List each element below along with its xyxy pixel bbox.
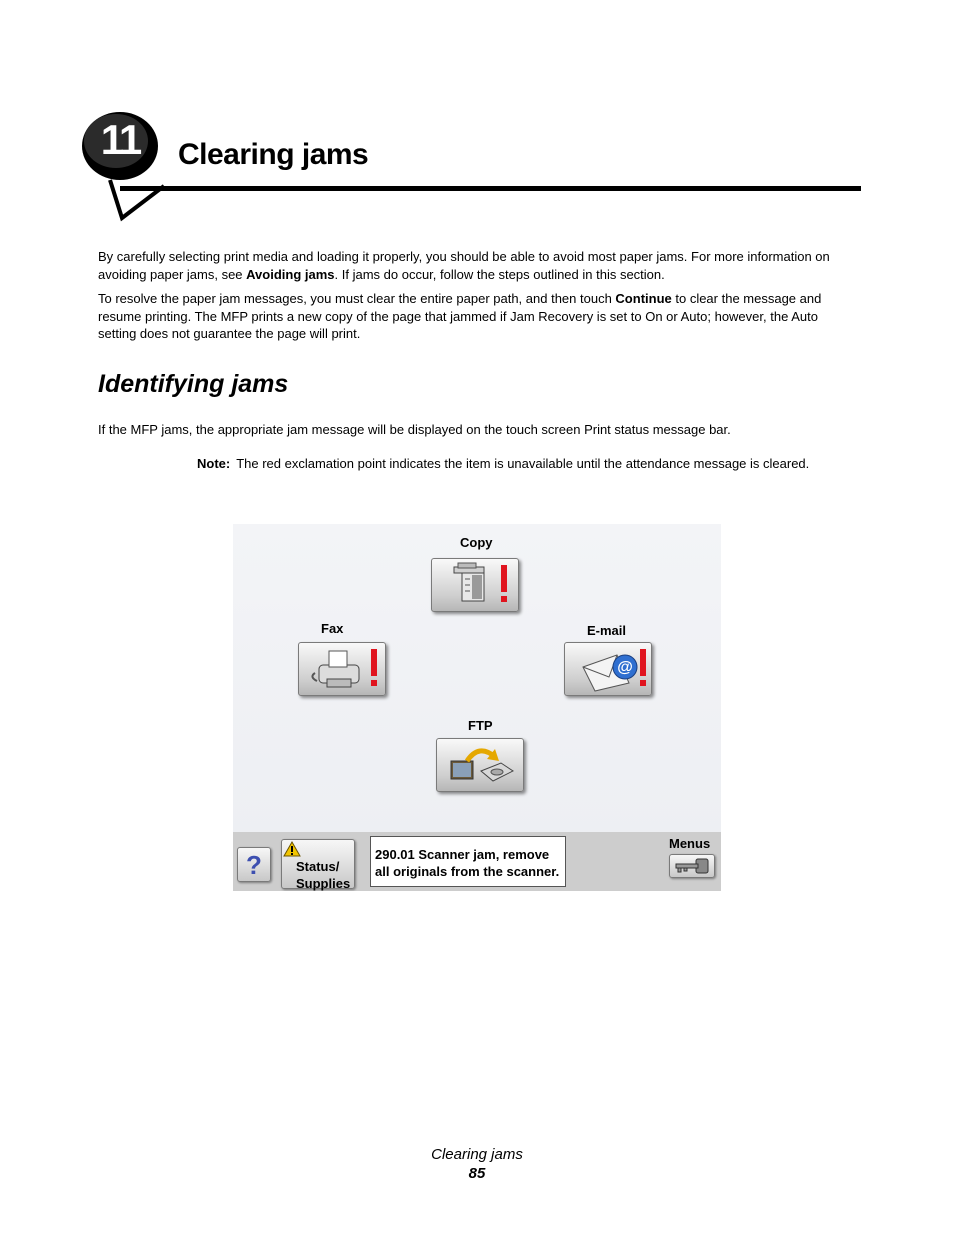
menus-label: Menus	[669, 836, 711, 851]
text-run: . If jams do occur, follow the steps outlined in this section.	[334, 266, 665, 282]
email-button[interactable]	[564, 642, 652, 696]
alert-exclamation-icon	[432, 559, 518, 611]
email-label: E-mail	[587, 623, 627, 638]
status-supplies-label	[296, 858, 350, 891]
note-label: Note:	[197, 456, 231, 471]
status-supplies-button[interactable]	[281, 839, 355, 889]
note	[197, 456, 809, 471]
chapter-tick-mark	[108, 178, 168, 222]
footer-title: Clearing jams	[431, 1146, 523, 1163]
text-run: By carefully selecting print media and loading it properly, you should be able to avoid most paper jams. For more information on avoiding paper jams, see	[98, 249, 830, 282]
chapter-number-badge	[80, 108, 160, 188]
svg-text:@: @	[617, 659, 633, 676]
note-text: The red exclamation point indicates the item is unavailable until the attendance message is cleared.	[236, 456, 810, 471]
alert-exclamation-icon	[565, 643, 651, 695]
text-run: To resolve the paper jam messages, you must clear the entire paper path, and then touch	[98, 291, 616, 306]
status-label-line: Status/	[296, 859, 340, 874]
chapter-rule	[120, 186, 861, 191]
ftp-icon	[437, 739, 523, 791]
help-button[interactable]	[237, 847, 271, 882]
svg-text:?: ?	[246, 850, 262, 880]
section-title: Identifying jams	[98, 370, 289, 398]
alert-exclamation-icon	[299, 643, 385, 695]
status-message-bar	[233, 832, 721, 891]
jam-message-line: all originals from the scanner.	[375, 864, 560, 879]
warning-icon	[283, 841, 301, 857]
section-paragraph: If the MFP jams, the appropriate jam message will be displayed on the touch screen Print status message bar.	[98, 422, 731, 437]
avoiding-jams-link[interactable]: Avoiding jams	[246, 266, 335, 282]
chapter-title: Clearing jams	[178, 138, 369, 171]
text-run: to clear the message and resume printing. The MFP prints a new copy of the page that jammed if Jam Recovery is set to On or Auto; however, the Auto setting does not guarantee the page will print.	[98, 291, 822, 341]
ftp-label: FTP	[468, 718, 493, 733]
key-icon	[670, 855, 714, 877]
fax-label: Fax	[321, 621, 344, 636]
fax-button[interactable]	[298, 642, 386, 696]
copy-label: Copy	[460, 535, 493, 550]
supplies-label-line: Supplies	[296, 876, 351, 891]
question-mark-icon	[238, 848, 270, 881]
intro-paragraph-1	[98, 248, 858, 283]
copy-button[interactable]	[431, 558, 519, 612]
menus-button[interactable]	[669, 854, 715, 878]
page-number: 85	[468, 1165, 486, 1182]
ftp-button[interactable]	[436, 738, 524, 792]
chapter-number: 11	[100, 116, 140, 163]
intro-paragraph-2	[98, 290, 858, 343]
touch-screen-home	[233, 524, 721, 891]
continue-term: Continue	[615, 291, 672, 306]
jam-message-line: 290.01 Scanner jam, remove	[375, 847, 550, 862]
jam-message	[370, 836, 566, 887]
